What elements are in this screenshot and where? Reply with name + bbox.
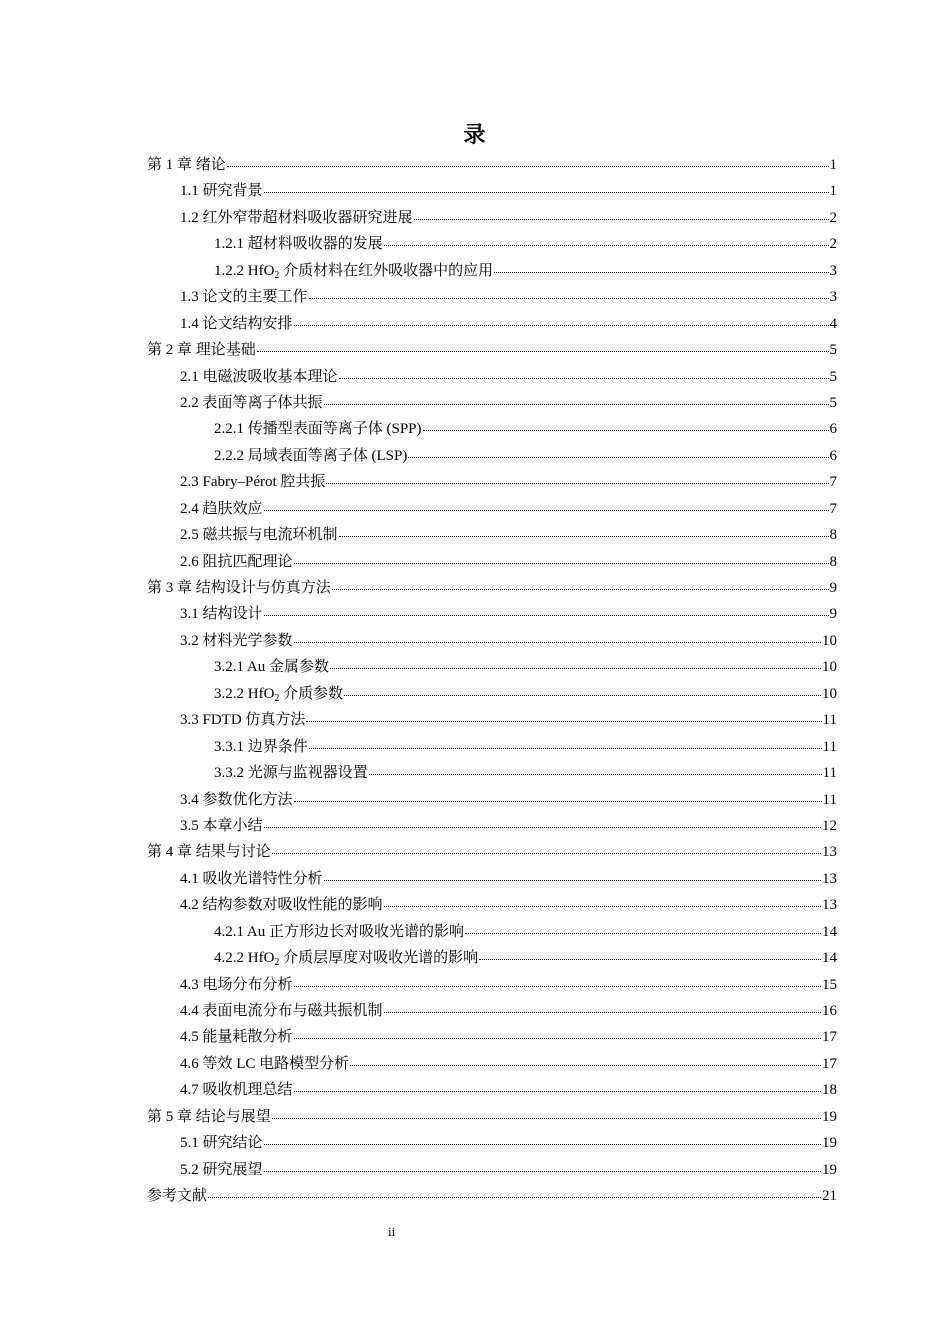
dot-leader — [264, 816, 821, 830]
toc-entry[interactable] — [147, 1183, 837, 1209]
toc-entry-label-subscript: 2 — [274, 692, 280, 704]
page-title: 录 — [463, 123, 487, 148]
dot-leader — [384, 234, 829, 248]
toc-entry-page-number: 19 — [822, 1135, 837, 1152]
dot-leader — [294, 552, 829, 566]
dot-leader — [264, 604, 829, 618]
dot-leader — [264, 499, 829, 513]
toc-entry-label: 3.2.1 Au 金属参数 — [214, 659, 330, 676]
toc-entry-label-suffix: 介质材料在红外吸收器中的应用 — [279, 262, 494, 279]
dot-leader — [272, 1107, 821, 1121]
toc-entry-page-number: 10 — [822, 659, 837, 676]
dot-leader — [309, 737, 822, 751]
toc-entry[interactable] — [147, 496, 837, 522]
toc-entry-page-number: 7 — [829, 474, 837, 491]
toc-entry-label-prefix: 3.2.2 HfO — [214, 685, 275, 702]
toc-entry-page-number: 3 — [829, 289, 837, 306]
toc-entry-label: 3.1 结构设计 — [180, 606, 263, 623]
dot-leader — [479, 948, 821, 962]
dot-leader — [330, 657, 821, 671]
toc-entry[interactable] — [147, 654, 837, 680]
toc-entry-label-subscript: 2 — [274, 957, 280, 969]
toc-entry[interactable] — [147, 549, 837, 575]
toc-entry[interactable] — [147, 866, 837, 892]
dot-leader — [294, 1080, 821, 1094]
toc-entry-page-number: 18 — [822, 1082, 837, 1099]
dot-leader — [306, 710, 821, 724]
toc-entry-page-number: 11 — [822, 791, 837, 808]
toc-entry[interactable] — [147, 945, 837, 971]
toc-entry-page-number: 17 — [822, 1029, 837, 1046]
dot-leader — [208, 1186, 821, 1200]
toc-entry[interactable] — [147, 205, 837, 231]
toc-entry-page-number: 14 — [822, 923, 837, 940]
toc-entry-page-number: 11 — [822, 738, 837, 755]
dot-leader — [423, 419, 829, 433]
toc-entry[interactable] — [147, 892, 837, 918]
toc-entry[interactable] — [147, 1024, 837, 1050]
toc-entry-label: 4.7 吸收机理总结 — [180, 1082, 293, 1099]
toc-entry-label: 3.3.2 光源与监视器设置 — [214, 765, 368, 782]
toc-entry-page-number: 19 — [822, 1161, 837, 1178]
dot-leader — [227, 155, 829, 169]
toc-entry-page-number: 10 — [822, 685, 837, 702]
toc-entry-label — [214, 258, 493, 284]
toc-entry-label: 2.2.2 局域表面等离子体 (LSP) — [214, 447, 408, 464]
toc-entry-label — [214, 681, 343, 707]
toc-entry-label: 1.4 论文结构安排 — [180, 315, 293, 332]
toc-entry[interactable] — [147, 919, 837, 945]
toc-entry-label: 5.2 研究展望 — [180, 1161, 263, 1178]
toc-entry[interactable] — [147, 681, 837, 707]
page-number-footer: ii — [388, 1224, 396, 1239]
toc-entry-label: 3.4 参数优化方法 — [180, 791, 293, 808]
dot-leader — [294, 631, 821, 645]
toc-entry-page-number: 13 — [822, 844, 837, 861]
toc-entry-page-number: 15 — [822, 976, 837, 993]
toc-entry-label: 1.2.1 超材料吸收器的发展 — [214, 236, 383, 253]
toc-entry-label: 2.2.1 传播型表面等离子体 (SPP) — [214, 421, 422, 438]
dot-leader — [384, 1001, 821, 1015]
toc-entry[interactable] — [147, 998, 837, 1024]
toc-entry-page-number: 8 — [829, 553, 837, 570]
toc-entry-label: 1.3 论文的主要工作 — [180, 289, 308, 306]
dot-leader — [264, 181, 829, 195]
toc-entry-page-number: 16 — [822, 1003, 837, 1019]
toc-entry-label-suffix: 介质参数 — [279, 685, 344, 702]
dot-leader — [350, 1054, 821, 1068]
toc-entry-label: 3.3.1 边界条件 — [214, 738, 308, 755]
toc-entry-label-suffix: 介质层厚度对吸收光谱的影响 — [279, 950, 479, 967]
dot-leader — [414, 208, 829, 222]
toc-entry[interactable] — [147, 178, 837, 204]
toc-entry-page-number: 13 — [822, 870, 837, 887]
dot-leader — [369, 763, 822, 777]
toc-entry-label-prefix: 4.2.2 HfO — [214, 950, 275, 967]
dot-leader — [494, 261, 828, 275]
toc-entry-label: 1.2 红外窄带超材料吸收器研究进展 — [180, 209, 413, 226]
toc-entry[interactable] — [147, 760, 837, 786]
toc-entry-label-subscript: 2 — [274, 269, 280, 281]
toc-entry[interactable] — [147, 972, 837, 998]
toc-entry-page-number: 5 — [829, 342, 837, 359]
toc-entry-label: 2.5 磁共振与电流环机制 — [180, 527, 338, 544]
toc-entry-label: 第 5 章 结论与展望 — [147, 1108, 271, 1125]
dot-leader — [272, 842, 821, 856]
toc-entry-label: 5.1 研究结论 — [180, 1135, 263, 1152]
toc-entry-page-number: 21 — [822, 1188, 837, 1205]
dot-leader — [264, 1133, 821, 1147]
dot-leader — [264, 1160, 821, 1174]
toc-entry[interactable] — [147, 813, 837, 839]
toc-entry-label: 3.3 FDTD 仿真方法 — [180, 712, 306, 729]
dot-leader — [344, 684, 821, 698]
toc-entry-page-number: 10 — [822, 632, 837, 649]
toc-entry[interactable] — [147, 390, 837, 416]
toc-entry[interactable] — [147, 1077, 837, 1103]
toc-entry-page-number: 9 — [829, 606, 837, 623]
toc-entry-page-number: 13 — [822, 897, 837, 914]
toc-entry-label: 4.2.1 Au 正方形边长对吸收光谱的影响 — [214, 923, 465, 940]
dot-leader — [294, 790, 822, 804]
dot-leader — [465, 922, 821, 936]
toc-entry-label: 4.4 表面电流分布与磁共振机制 — [180, 1003, 383, 1019]
toc-entry-label: 3.2 材料光学参数 — [180, 632, 293, 649]
toc-entry[interactable] — [147, 839, 837, 865]
toc-entry-page-number: 19 — [822, 1108, 837, 1125]
toc-entry-page-number: 4 — [829, 315, 837, 332]
toc-entry[interactable] — [147, 231, 837, 257]
table-of-contents — [147, 152, 837, 1210]
toc-entry-page-number: 12 — [822, 817, 837, 834]
toc-entry-label: 1.1 研究背景 — [180, 183, 263, 200]
toc-entry-page-number: 6 — [829, 447, 837, 464]
toc-entry-label: 3.5 本章小结 — [180, 817, 263, 834]
toc-entry-page-number: 6 — [829, 421, 837, 438]
dot-leader — [294, 314, 829, 328]
toc-entry-label: 2.2 表面等离子体共振 — [180, 394, 323, 411]
dot-leader — [339, 525, 829, 539]
toc-entry[interactable] — [147, 575, 837, 601]
toc-entry[interactable] — [147, 1130, 837, 1156]
toc-entry-label: 第 3 章 结构设计与仿真方法 — [147, 580, 331, 596]
toc-entry-label: 4.6 等效 LC 电路模型分析 — [180, 1055, 350, 1072]
toc-entry-label: 4.1 吸收光谱特性分析 — [180, 870, 323, 887]
toc-entry-page-number: 17 — [822, 1055, 837, 1072]
toc-entry-label: 第 2 章 理论基础 — [147, 342, 256, 359]
dot-leader — [339, 367, 829, 381]
toc-entry[interactable] — [147, 707, 837, 733]
toc-entry-page-number: 2 — [829, 209, 837, 226]
toc-entry-label-prefix: 1.2.2 HfO — [214, 262, 275, 279]
toc-entry-label: 第 1 章 绪论 — [147, 157, 226, 173]
toc-entry-page-number: 7 — [829, 500, 837, 517]
toc-entry[interactable] — [147, 416, 837, 442]
toc-entry-page-number: 9 — [829, 580, 837, 596]
toc-entry[interactable] — [147, 258, 837, 284]
toc-entry-label: 2.6 阻抗匹配理论 — [180, 553, 293, 570]
dot-leader — [324, 393, 829, 407]
dot-leader — [257, 340, 829, 354]
toc-entry-page-number: 11 — [822, 765, 837, 782]
toc-entry[interactable] — [147, 443, 837, 469]
toc-entry[interactable] — [147, 152, 837, 178]
dot-leader — [294, 1027, 821, 1041]
dot-leader — [324, 869, 821, 883]
dot-leader — [309, 287, 829, 301]
toc-entry[interactable] — [147, 628, 837, 654]
dot-leader — [408, 446, 828, 460]
toc-entry-label: 第 4 章 结果与讨论 — [147, 844, 271, 861]
toc-entry-page-number: 1 — [829, 183, 837, 200]
toc-entry[interactable] — [147, 1051, 837, 1077]
toc-entry[interactable] — [147, 1104, 837, 1130]
toc-entry-page-number: 5 — [829, 394, 837, 411]
toc-entry[interactable] — [147, 787, 837, 813]
toc-entry-page-number: 2 — [829, 236, 837, 253]
dot-leader — [294, 975, 821, 989]
toc-entry-label: 2.3 Fabry–Pérot 腔共振 — [180, 474, 326, 491]
toc-entry-page-number: 3 — [829, 262, 837, 279]
toc-entry[interactable] — [147, 337, 837, 363]
toc-entry-page-number: 14 — [822, 950, 837, 967]
dot-leader — [332, 578, 829, 592]
toc-entry-page-number: 5 — [829, 368, 837, 385]
toc-entry-label: 4.3 电场分布分析 — [180, 976, 293, 993]
toc-entry[interactable] — [147, 364, 837, 390]
toc-entry-page-number: 1 — [829, 157, 837, 173]
toc-entry-label: 4.5 能量耗散分析 — [180, 1029, 293, 1046]
toc-entry-label: 2.4 趋肤效应 — [180, 500, 263, 517]
dot-leader — [326, 472, 828, 486]
dot-leader — [384, 895, 821, 909]
toc-entry[interactable] — [147, 284, 837, 310]
toc-entry-page-number: 8 — [829, 527, 837, 544]
toc-entry-label: 4.2 结构参数对吸收性能的影响 — [180, 897, 383, 914]
toc-entry[interactable] — [147, 1157, 837, 1183]
toc-entry-label: 参考文献 — [147, 1188, 208, 1205]
toc-entry[interactable] — [147, 522, 837, 548]
toc-entry[interactable] — [147, 469, 837, 495]
toc-entry[interactable] — [147, 601, 837, 627]
toc-entry-label: 2.1 电磁波吸收基本理论 — [180, 368, 338, 385]
toc-entry[interactable] — [147, 311, 837, 337]
toc-entry-page-number: 11 — [822, 712, 837, 729]
toc-entry[interactable] — [147, 734, 837, 760]
toc-entry-label — [214, 945, 478, 971]
